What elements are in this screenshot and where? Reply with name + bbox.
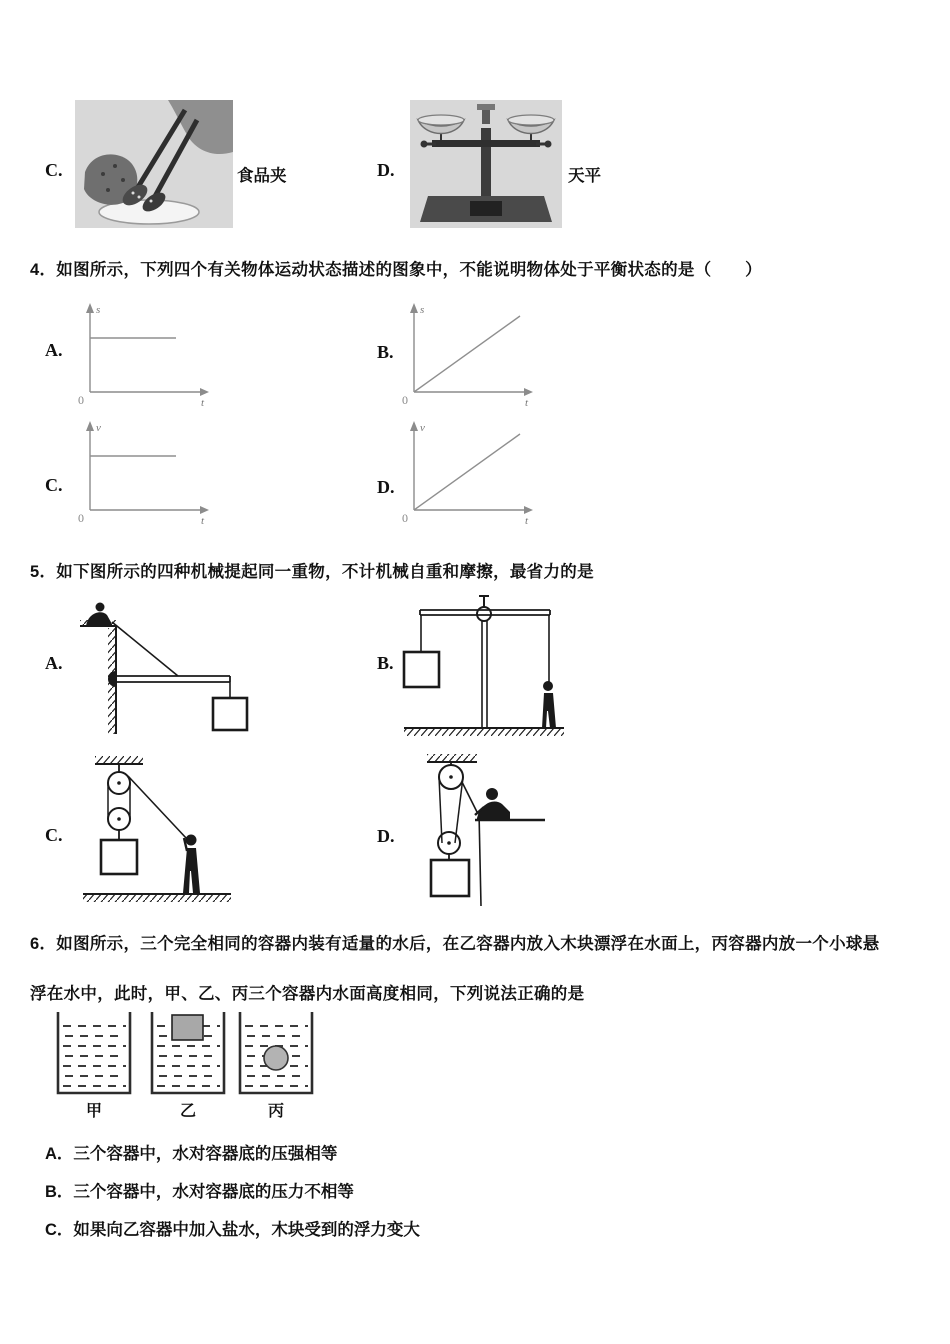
balance-beam — [432, 140, 540, 147]
balance-pillar — [481, 128, 491, 196]
fixed-and-movable-pulley-ground-pull — [75, 748, 240, 906]
q6-option-a: A．三个容器中，水对容器底的压强相等 — [45, 1145, 338, 1163]
weight-block — [431, 860, 469, 896]
container-yi — [152, 1012, 224, 1093]
q5-option-d-letter: D. — [377, 826, 395, 846]
q4-option-b-letter: B. — [377, 342, 394, 362]
q3-option-c-caption: 食品夹 — [237, 167, 287, 185]
ceiling-hatching — [95, 756, 143, 764]
balance-screw — [421, 141, 428, 148]
fixed-and-movable-pulley-platform-pull — [405, 748, 550, 910]
q3-option-d-caption: 天平 — [568, 167, 601, 185]
graph-d-plot-line — [414, 434, 520, 510]
container-yi-label: 乙 — [179, 1103, 197, 1120]
ground-hatching — [83, 894, 231, 902]
container-bing — [240, 1012, 312, 1093]
rope-segment — [439, 777, 442, 843]
svg-text:0: 0 — [402, 511, 408, 525]
question-4-text: 4．如图所示，下列四个有关物体运动状态描述的图象中，不能说明物体处于平衡状态的是（ ） — [30, 261, 762, 279]
svg-text:t: t — [525, 515, 529, 526]
motion-graph-b — [400, 300, 540, 408]
suspended-ball — [264, 1046, 288, 1070]
free-rope-end — [462, 782, 477, 812]
q6-option-b: B．三个容器中，水对容器底的压力不相等 — [45, 1183, 354, 1201]
balance-pointer-cap — [477, 104, 495, 110]
svg-text:v: v — [96, 422, 101, 434]
motion-graph-d — [400, 418, 540, 526]
svg-text:s: s — [420, 304, 425, 316]
post-balance-lever — [400, 592, 568, 738]
question-6-text-line1: 6．如图所示，三个完全相同的容器内装有适量的水后，在乙容器内放入木块漂浮在水面上，丙容器内放一个小球悬 — [30, 935, 880, 953]
container-jia-label: 甲 — [85, 1103, 103, 1120]
wall-lever-with-rope — [70, 600, 255, 738]
person-body — [86, 612, 112, 627]
floating-block — [172, 1015, 203, 1040]
food-tongs-photo — [75, 100, 233, 228]
pivot-wheel — [477, 607, 491, 621]
person-head — [96, 603, 105, 612]
pull-rope — [112, 622, 178, 676]
ground-hatching — [404, 728, 564, 736]
q4-option-c-letter: C. — [45, 475, 63, 495]
q4-option-d-letter: D. — [377, 477, 395, 497]
free-rope-end — [128, 776, 187, 839]
q6-option-c: C．如果向乙容器中加入盐水，木块受到的浮力变大 — [45, 1221, 420, 1239]
svg-text:v: v — [420, 422, 425, 434]
weight-block — [213, 698, 247, 730]
svg-text:0: 0 — [78, 393, 84, 407]
person-body — [183, 848, 200, 893]
hanging-rope — [479, 812, 481, 906]
balance-pointer — [482, 108, 490, 124]
q5-option-c-letter: C. — [45, 825, 63, 845]
weight-block — [404, 652, 439, 687]
balance-base-panel — [470, 201, 502, 216]
motion-graph-c — [76, 418, 216, 526]
ceiling-hatching — [427, 754, 477, 762]
balance-screw — [545, 141, 552, 148]
person-head — [186, 835, 197, 846]
question-6-text-line2: 浮在水中，此时，甲、乙、丙三个容器内水面高度相同，下列说法正确的是 — [30, 985, 585, 1003]
motion-graph-a — [76, 300, 216, 408]
svg-text:s: s — [96, 304, 101, 316]
svg-text:0: 0 — [402, 393, 408, 407]
q5-option-a-letter: A. — [45, 653, 63, 673]
person-body — [542, 693, 556, 728]
svg-text:0: 0 — [78, 511, 84, 525]
person-head — [543, 681, 553, 691]
svg-text:t: t — [201, 397, 205, 408]
person-head — [486, 788, 498, 800]
svg-text:t: t — [525, 397, 529, 408]
weight-block — [101, 840, 137, 874]
q3-option-d-letter: D. — [377, 160, 395, 180]
q4-option-a-letter: A. — [45, 340, 63, 360]
q3-option-c-letter: C. — [45, 160, 63, 180]
q5-option-b-letter: B. — [377, 653, 394, 673]
question-5-text: 5．如下图所示的四种机械提起同一重物，不计机械自重和摩擦，最省力的是 — [30, 563, 594, 581]
svg-text:t: t — [201, 515, 205, 526]
graph-b-plot-line — [414, 316, 520, 392]
container-bing-label: 丙 — [267, 1103, 285, 1120]
container-jia — [58, 1012, 130, 1093]
three-water-containers — [56, 1012, 316, 1096]
balance-scale-photo — [410, 100, 562, 228]
